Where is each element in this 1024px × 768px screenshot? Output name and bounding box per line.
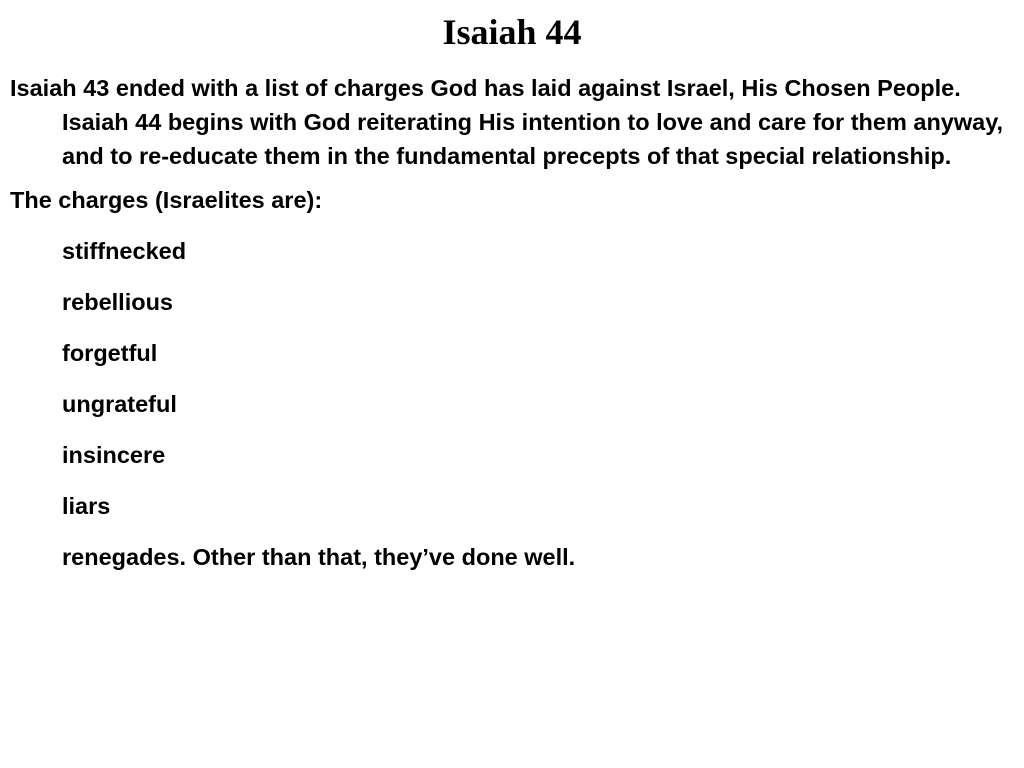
charges-list (10, 234, 1014, 574)
charge-item: liars (62, 493, 111, 519)
charges-heading: The charges (Israelites are): (10, 187, 323, 213)
charge-item: stiffnecked (62, 238, 187, 264)
slide-title: Isaiah 44 (442, 12, 582, 52)
charge-item: forgetful (62, 340, 158, 366)
charge-item: ungrateful (62, 391, 177, 417)
charge-item: renegades. Other than that, they’ve done well. (62, 544, 576, 570)
charge-item: rebellious (62, 289, 174, 315)
intro-paragraph: Isaiah 43 ended with a list of charges God has laid against Israel, His Chosen People. Isaiah 44 begins with God reiterating His intention to love and care for them anyway, and to re-educate them in the fundamental precepts of that special relationship. (10, 75, 1004, 169)
charge-item: insincere (62, 442, 166, 468)
slide-body (10, 71, 1014, 591)
